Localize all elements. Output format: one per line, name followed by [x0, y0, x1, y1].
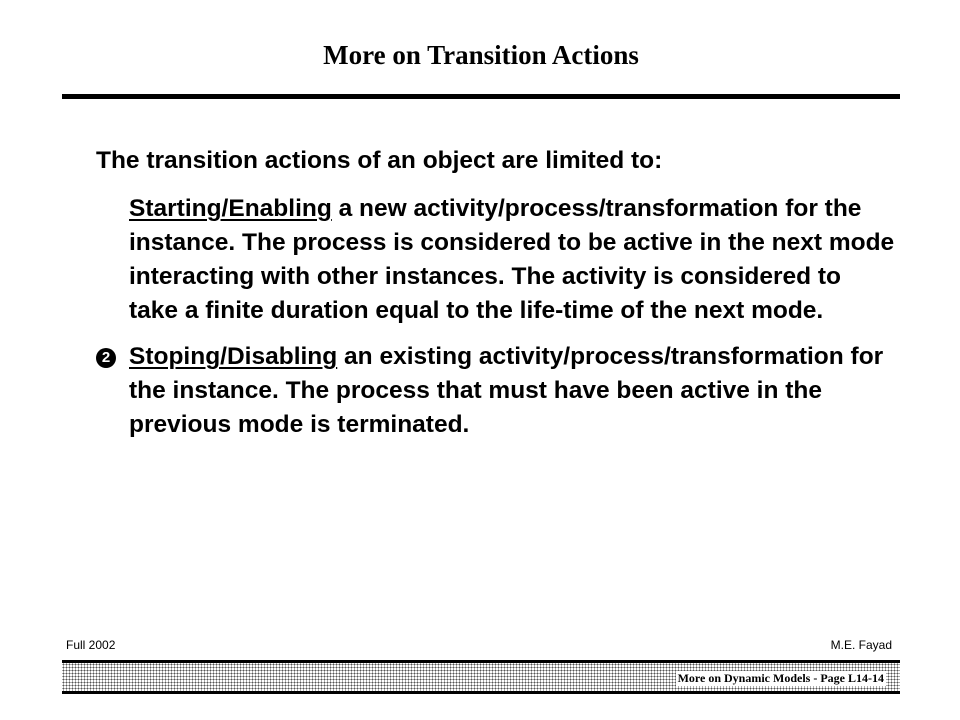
footer-author: M.E. Fayad: [830, 638, 892, 652]
footer-bar: [62, 660, 900, 694]
numbered-circle-icon: 2: [96, 348, 116, 368]
footer-date: Full 2002: [66, 638, 116, 652]
intro-text: The transition actions of an object are limited to:: [96, 147, 663, 174]
footer-page-label: More on Dynamic Models - Page L14-14: [677, 671, 884, 685]
item-text-starting: a new activity/process/transformation for the instance. The process is considered to be active in the next mode interacting with other instances. The activity is considered to take a finite duration equal to the life-time of the next mode.: [129, 195, 895, 324]
slide-body: [96, 144, 896, 454]
item-lead-stoping: Stoping/Disabling: [129, 343, 338, 370]
slide-title: More on Transition Actions: [323, 40, 639, 70]
list-item-starting: [96, 192, 896, 328]
title-divider: [62, 94, 900, 99]
item-lead-starting: Starting/Enabling: [129, 195, 332, 222]
bullet-marker-2: [96, 340, 126, 374]
list-item-stoping: [96, 340, 896, 442]
item-text-stoping: an existing activity/process/transformation for the instance. The process that must have been active in the previous mode is terminated.: [129, 343, 884, 438]
